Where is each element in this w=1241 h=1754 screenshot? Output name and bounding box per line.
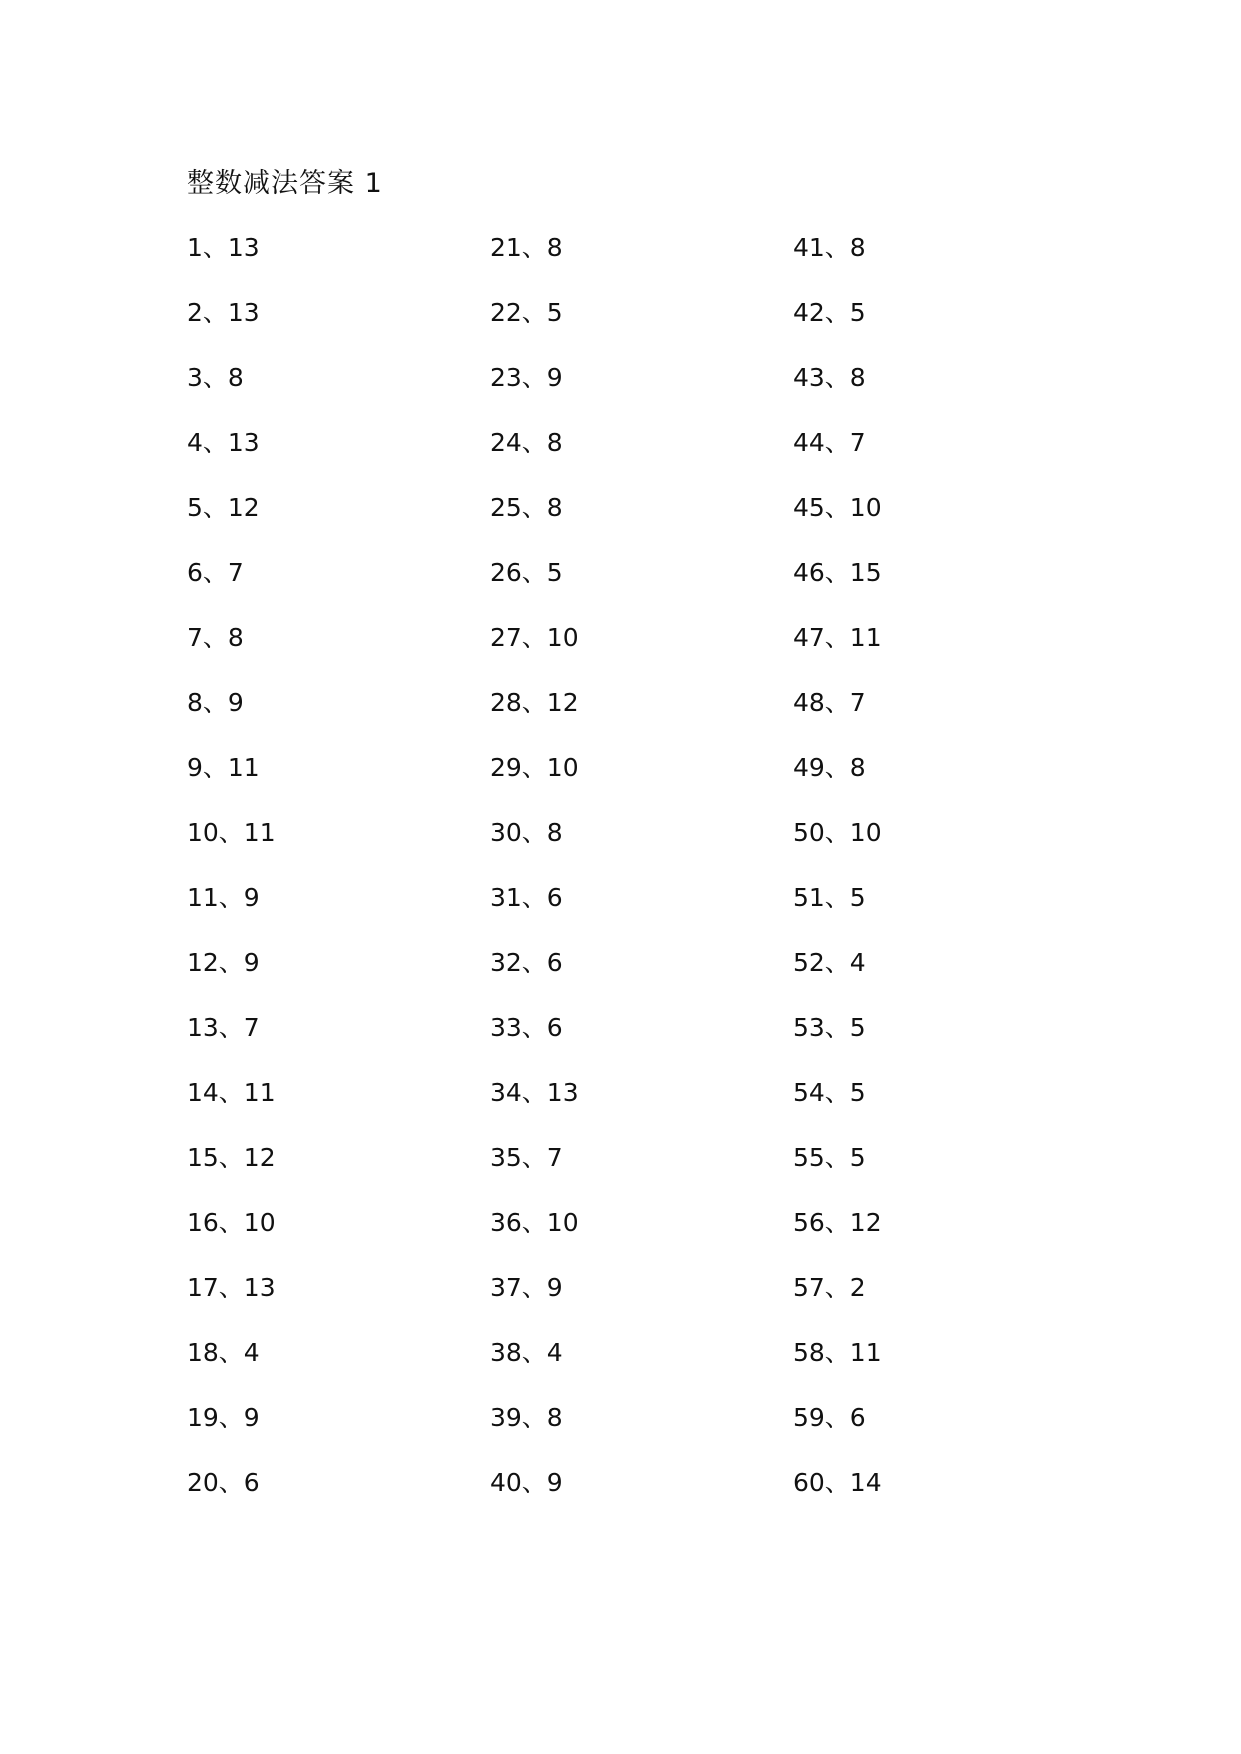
- answer-item: 56、12: [793, 1208, 882, 1237]
- answer-item: 40、9: [490, 1468, 563, 1497]
- answer-item: 39、8: [490, 1403, 563, 1432]
- answer-item: 49、8: [793, 753, 866, 782]
- answer-item: 19、9: [187, 1403, 260, 1432]
- answer-item: 43、8: [793, 363, 866, 392]
- answer-item: 41、8: [793, 233, 866, 262]
- answer-item: 29、10: [490, 753, 579, 782]
- answer-item: 54、5: [793, 1078, 866, 1107]
- answer-item: 14、11: [187, 1078, 276, 1107]
- answer-item: 9、11: [187, 753, 260, 782]
- answer-item: 11、9: [187, 883, 260, 912]
- answer-grid: [187, 228, 1097, 1528]
- answer-item: 50、10: [793, 818, 882, 847]
- answer-item: 31、6: [490, 883, 563, 912]
- answer-item: 15、12: [187, 1143, 276, 1172]
- answer-item: 57、2: [793, 1273, 866, 1302]
- answer-item: 52、4: [793, 948, 866, 977]
- answer-item: 18、4: [187, 1338, 260, 1367]
- answer-item: 13、7: [187, 1013, 260, 1042]
- answer-item: 48、7: [793, 688, 866, 717]
- answer-item: 33、6: [490, 1013, 563, 1042]
- answer-item: 27、10: [490, 623, 579, 652]
- answer-item: 10、11: [187, 818, 276, 847]
- answer-item: 46、15: [793, 558, 882, 587]
- answer-item: 44、7: [793, 428, 866, 457]
- answer-item: 3、8: [187, 363, 244, 392]
- answer-item: 5、12: [187, 493, 260, 522]
- answer-item: 16、10: [187, 1208, 276, 1237]
- answer-item: 47、11: [793, 623, 882, 652]
- answer-item: 45、10: [793, 493, 882, 522]
- answer-item: 60、14: [793, 1468, 882, 1497]
- answer-item: 59、6: [793, 1403, 866, 1432]
- answer-item: 58、11: [793, 1338, 882, 1367]
- answer-item: 55、5: [793, 1143, 866, 1172]
- answer-item: 12、9: [187, 948, 260, 977]
- answer-item: 23、9: [490, 363, 563, 392]
- answer-item: 35、7: [490, 1143, 563, 1172]
- answer-item: 25、8: [490, 493, 563, 522]
- answer-item: 36、10: [490, 1208, 579, 1237]
- answer-item: 6、7: [187, 558, 244, 587]
- answer-item: 26、5: [490, 558, 563, 587]
- answer-item: 34、13: [490, 1078, 579, 1107]
- answer-item: 32、6: [490, 948, 563, 977]
- answer-item: 37、9: [490, 1273, 563, 1302]
- answer-item: 4、13: [187, 428, 260, 457]
- answer-item: 20、6: [187, 1468, 260, 1497]
- answer-item: 22、5: [490, 298, 563, 327]
- page-title: 整数减法答案 1: [187, 168, 383, 199]
- answer-item: 24、8: [490, 428, 563, 457]
- answer-item: 28、12: [490, 688, 579, 717]
- answer-item: 42、5: [793, 298, 866, 327]
- answer-item: 38、4: [490, 1338, 563, 1367]
- answer-item: 1、13: [187, 233, 260, 262]
- answer-item: 30、8: [490, 818, 563, 847]
- answer-item: 53、5: [793, 1013, 866, 1042]
- answer-item: 21、8: [490, 233, 563, 262]
- answer-item: 8、9: [187, 688, 244, 717]
- answer-item: 2、13: [187, 298, 260, 327]
- answer-item: 51、5: [793, 883, 866, 912]
- answer-item: 7、8: [187, 623, 244, 652]
- answer-item: 17、13: [187, 1273, 276, 1302]
